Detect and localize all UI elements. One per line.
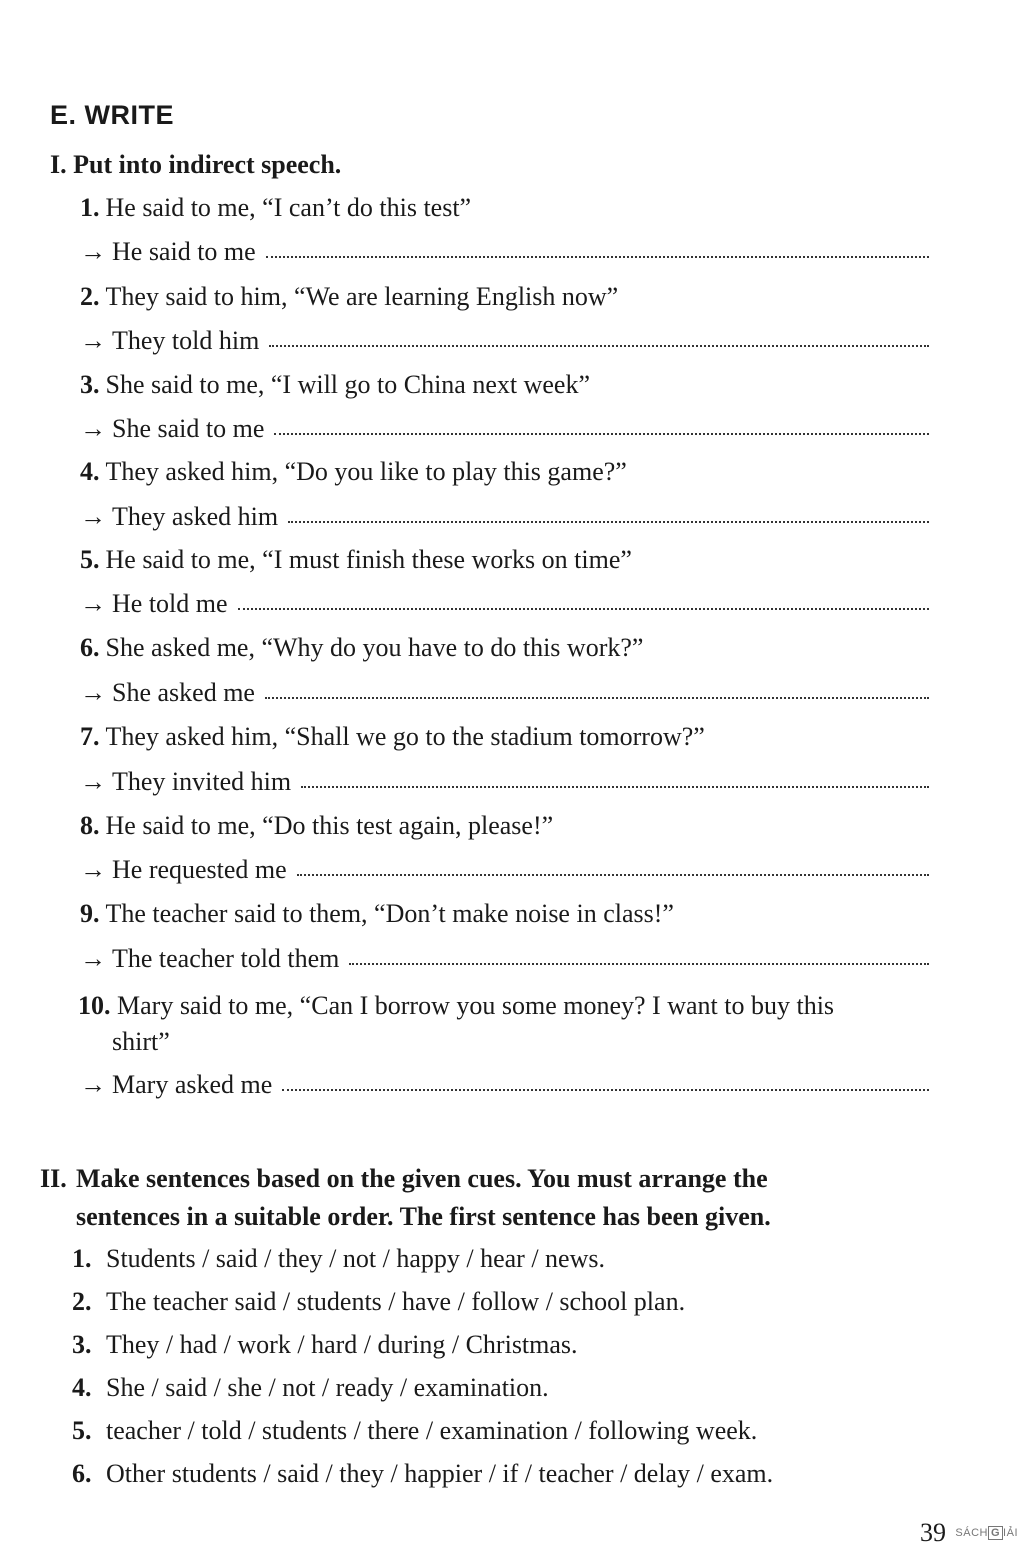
part1-heading: I. Put into indirect speech.: [50, 150, 342, 179]
answer-line-8: → He requested me: [80, 855, 929, 885]
question-6: 6. She asked me, “Why do you have to do this work?”: [80, 633, 644, 662]
publisher-logo: SÁCH G IẢI: [955, 1527, 1018, 1539]
question-9: 9. The teacher said to them, “Don’t make noise in class!”: [80, 899, 674, 928]
answer-line-7: → They invited him: [80, 767, 929, 797]
answer-line-9: → The teacher told them: [80, 944, 929, 974]
cue-4: 4. She / said / she / not / ready / examination.: [72, 1373, 549, 1402]
question-2: 2. They said to him, “We are learning English now”: [80, 282, 619, 311]
cue-1: 1. Students / said / they / not / happy / hear / news.: [72, 1244, 605, 1273]
question-8: 8. He said to me, “Do this test again, please!”: [80, 811, 554, 840]
cue-5: 5. teacher / told / students / there / examination / following week.: [72, 1416, 758, 1445]
section-title: E. WRITE: [50, 100, 174, 130]
answer-line-6: → She asked me: [80, 678, 929, 708]
answer-line-4: → They asked him: [80, 502, 929, 532]
question-5: 5. He said to me, “I must finish these works on time”: [80, 545, 632, 574]
part2-heading: II. Make sentences based on the given cues. You must arrange the sentences in a suitable order. The first sentence has been given.: [40, 1164, 771, 1231]
question-1: 1. He said to me, “I can’t do this test”: [80, 193, 472, 222]
cue-2: 2. The teacher said / students / have / follow / school plan.: [72, 1287, 686, 1316]
answer-line-10: → Mary asked me: [80, 1070, 929, 1100]
question-7: 7. They asked him, “Shall we go to the stadium tomorrow?”: [80, 722, 705, 751]
question-10: 10. Mary said to me, “Can I borrow you some money? I want to buy this shirt”: [78, 991, 835, 1056]
answer-line-5: → He told me: [80, 589, 929, 619]
cue-6: 6. Other students / said / they / happier / if / teacher / delay / exam.: [72, 1459, 774, 1488]
question-3: 3. She said to me, “I will go to China next week”: [80, 370, 591, 399]
answer-line-2: → They told him: [80, 326, 929, 356]
answer-line-1: → He said to me: [80, 237, 929, 267]
page-number: 39: [920, 1518, 946, 1547]
question-4: 4. They asked him, “Do you like to play this game?”: [80, 457, 627, 486]
answer-line-3: → She said to me: [80, 414, 929, 444]
cue-3: 3. They / had / work / hard / during / Christmas.: [72, 1330, 578, 1359]
